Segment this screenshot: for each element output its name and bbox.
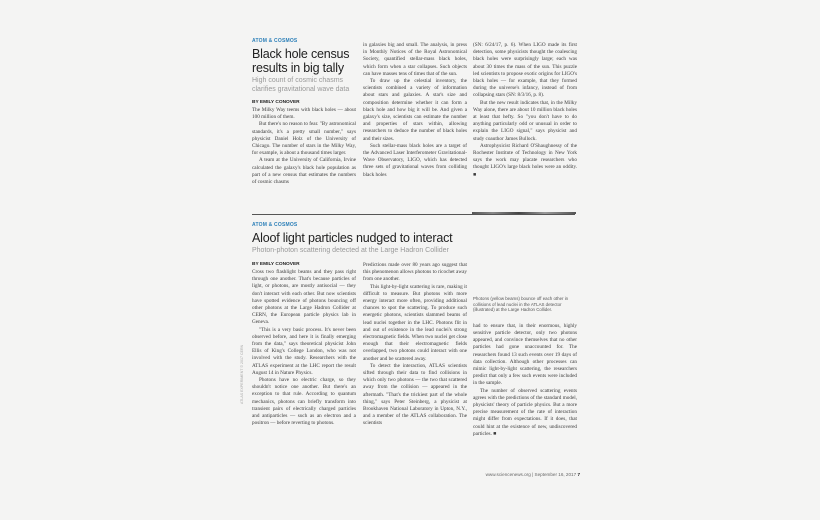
article1-col3-p1: (SN: 6/24/17, p. 6). When LIGO made its first detection, some physicists thought the coalescing black holes were surprisingly large; each was about 30 times the mass of the sun. This puzzle led scientists to propose exotic origins for LIGO's black holes — for example, that they formed during the universe's infancy, instead of from collapsing stars (SN: 8/3/16, p. 8).: [473, 42, 577, 99]
article1-dek: [252, 76, 356, 94]
article2-col3-p2: The number of observed scattering events agrees with the predictions of the standard model, physicists' theory of particle physics. But a more precise measurement of the rate of interaction might differ from expectations. If it does, that could hint at the existence of new, undiscovered particles. ■: [473, 387, 577, 437]
article2-col3-p1: had to ensure that, in their enormous, highly sensitive particle detector, only two photons appeared, and convince themselves that no other particles had gone unaccounted for. The researchers found 13 such events over 19 days of data collection. Although other processes can mimic light-by-light scattering, the researchers predict that only a few such events were included in the sample.: [473, 322, 577, 387]
article1-col2-p2: To draw up the celestial inventory, the scientists combined a variety of information about stars and galaxies. A star's size and composition determine whether it can form a black hole and how big it will be. And given a galaxy's size, scientists can estimate the number and properties of stars within, allowing researchers to deduce the number of black holes and their sizes.: [363, 78, 467, 142]
article1-headline-line2: results in big tally: [252, 61, 344, 75]
article1-headline-line1: Black hole census: [252, 47, 350, 61]
article1-col1: [252, 38, 356, 186]
article1-dek-line1: High count of cosmic chasms: [252, 77, 344, 84]
article2-col1: [252, 260, 356, 427]
page-footer: [486, 472, 580, 477]
article1-col2-p1: in galaxies big and small. The analysis, in press in Monthly Notices of the Royal Astronomical Society, quantified stellar-mass black holes, which form when a star collapses. Such objects can have masses tens of times that of the sun.: [363, 42, 467, 77]
article2-col1-p1: Cross two flashlight beams and they pass right through one another. That's because particles of light, or photons, are mostly antisocial — they don't interact with each other. But now scientists have spotted evidence of photons bouncing off other photons at the Large Hadron Collider at CERN, the European particle physics lab in Geneva.: [252, 269, 356, 326]
article1-col1-p3: A team at the University of California, Irvine calculated the galaxy's black hole population as part of a new census that estimates the numbers of cosmic chasms: [252, 157, 356, 186]
article1-headline: [252, 47, 356, 75]
article2-header: [252, 222, 580, 261]
article1-byline: BY EMILY CONOVER: [252, 100, 300, 105]
article2-dek: Photon-photon scattering detected at the Large Hadron Collider: [252, 247, 449, 254]
article2-col3: [473, 296, 577, 438]
magazine-page: [240, 38, 580, 488]
article2-col1-p3: Photons have no electric charge, so they shouldn't notice one another. But there's an exception to that rule. According to quantum mechanics, photons can briefly transform into transient pairs of electrically charged particles and antiparticles — such as an electron and a positron — before reverting to photons.: [252, 377, 356, 427]
article2-col2-p3: To detect the interaction, ATLAS scientists sifted through their data to find collisions in which only two photons — the two that scattered away from the collision — appeared in the aftermath. "That's the trickiest part of the whole thing," says Peter Steinberg, a physicist at Brookhaven National Laboratory in Upton, N.Y., and a member of the ATLAS collaboration. The scientists: [363, 362, 467, 427]
article1-col2: [363, 42, 467, 179]
page-number: 7: [577, 472, 580, 477]
article1-col1-p1: The Milky Way teems with black holes — about 100 million of them.: [252, 107, 356, 121]
article2-headline: Aloof light particles nudged to interact: [252, 231, 453, 245]
article2-col2-p2: This light-by-light scattering is rare, making it difficult to measure. But photons with more energy interact more often, providing additional chances to spot the scattering. To produce such energetic photons, scientists slammed beams of lead nuclei together in the LHC. Photons flit in and out of existence in the lead nuclei's strong electromagnetic fields. When two nuclei get close enough that their electromagnetic fields overlapped, two photons could interact with one another and be scattered away.: [363, 283, 467, 362]
article1-col1-p2: But there's no reason to fear. "By astronomical standards, it's a pretty small number," says physicist Daniel Holz of the University of Chicago. The number of stars in the Milky Way, for example, is about a thousand times larger.: [252, 121, 356, 157]
photo-credit: ATLAS EXPERIMENT © 2017 CERN: [240, 344, 244, 404]
article2-col2: [363, 262, 467, 428]
article1-col2-p3: Such stellar-mass black holes are a target of the Advanced Laser Interferometer Gravitational-Wave Observatory, LIGO, which has detected three sets of gravitational waves from colliding black holes: [363, 142, 467, 178]
section-divider: [252, 214, 575, 215]
article1-col3: [473, 42, 577, 179]
article1-col3-p3: Astrophysicist Richard O'Shaughnessy of the Rochester Institute of Technology in New York says the work may placate researchers who thought LIGO's large black holes were an oddity. ■: [473, 142, 577, 178]
article2-byline: BY EMILY CONOVER: [252, 262, 300, 267]
photo-caption: Photons (yellow beams) bounce off each other in collisions of lead nuclei in the ATLAS detector (illustrated) at the Large Hadron Collider.: [473, 296, 569, 313]
article1-kicker: ATOM & COSMOS: [252, 38, 298, 44]
article2-col2-p1: Predictions made over 80 years ago suggest that this phenomenon allows photons to ricochet away from one another.: [363, 262, 467, 283]
article2-kicker: ATOM & COSMOS: [252, 222, 298, 228]
article2-col1-p2: "This is a very basic process. It's never been observed before, and here it is finally emerging from the data," says theoretical physicist John Ellis of King's College London, who was not involved with the study. Researchers with the ATLAS experiment at the LHC report the result August 14 in Nature Physics.: [252, 326, 356, 376]
article1-dek-line2: clarifies gravitational wave data: [252, 86, 350, 93]
footer-text[interactable]: www.sciencenews.org | September 16, 2017: [485, 472, 577, 477]
article1-col3-p2: But the new result indicates that, in the Milky Way alone, there are about 10 million black holes at least that hefty. So "you don't have to do anything particularly odd or unusual in order to explain the LIGO signal," says physicist and study coauthor James Bullock.: [473, 99, 577, 142]
